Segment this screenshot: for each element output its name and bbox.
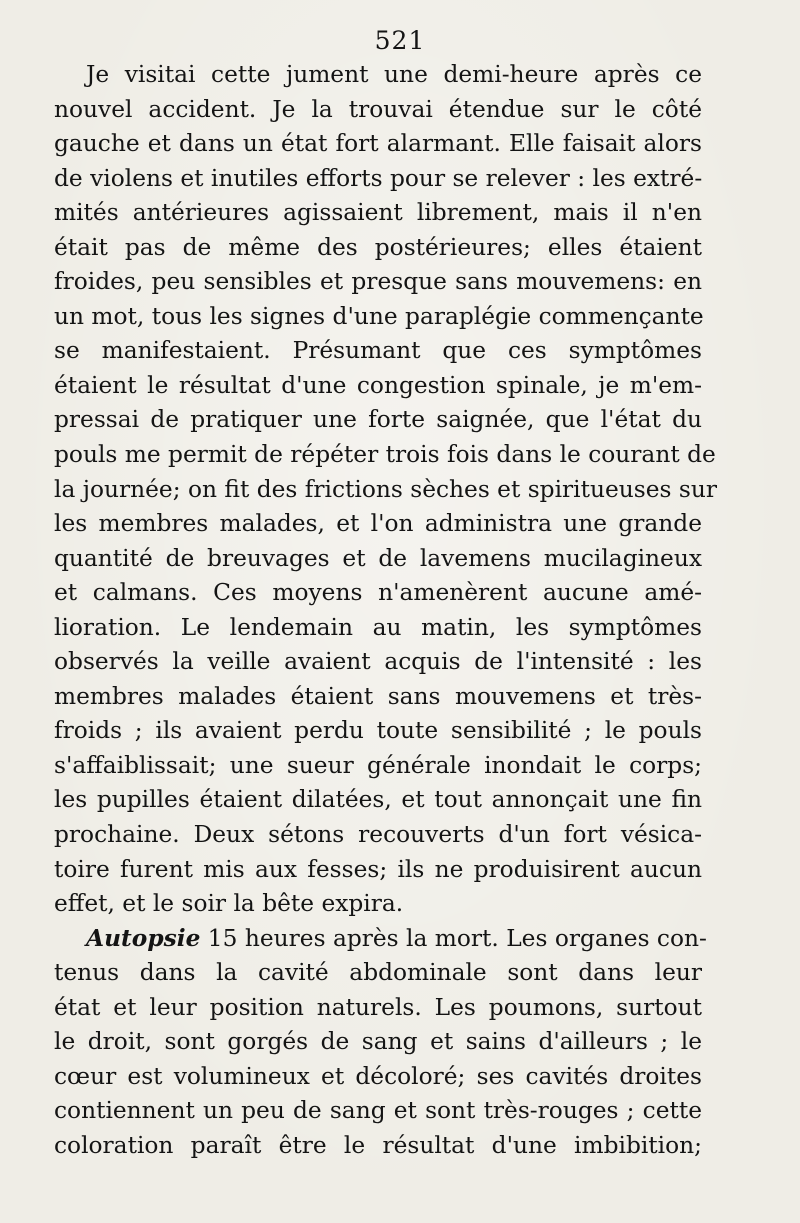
text-line: et calmans. Ces moyens n'amenèrent aucune amé- <box>54 579 702 607</box>
text-line: était pas de même des postérieures; elles étaient <box>54 233 702 261</box>
text-line: les membres malades, et l'on administra une grande <box>54 510 702 538</box>
text-line: de violens et inutiles efforts pour se relever : les extré- <box>54 164 703 192</box>
text-line: le droit, sont gorgés de sang et sains d'ailleurs ; le <box>54 1028 702 1056</box>
text-line: contiennent un peu de sang et sont très-rouges ; cette <box>54 1097 702 1125</box>
text-line: nouvel accident. Je la trouvai étendue sur le côté <box>54 95 702 123</box>
paragraph-2 <box>54 922 707 1164</box>
text-line: pressai de pratiquer une forte saignée, que l'état du <box>54 406 702 434</box>
text-line: les pupilles étaient dilatées, et tout annonçait une fin <box>54 786 702 814</box>
text-line: gauche et dans un état fort alarmant. Elle faisait alors <box>54 130 702 158</box>
text-line: coloration paraît être le résultat d'une imbibition; <box>54 1131 702 1159</box>
body-text <box>54 58 717 1164</box>
text-line: état et leur position naturels. Les poumons, surtout <box>54 993 702 1021</box>
paragraph-1 <box>54 58 717 922</box>
autopsie-lead-in: Autopsie <box>86 924 201 952</box>
text-line: la journée; on fit des frictions sèches et spiritueuses sur <box>54 475 717 503</box>
text-line: un mot, tous les signes d'une paraplégie commençante <box>54 302 704 330</box>
text-line: étaient le résultat d'une congestion spinale, je m'em- <box>54 371 702 399</box>
text-line: prochaine. Deux sétons recouverts d'un fort vésica- <box>54 821 702 849</box>
text-line-rest: 15 heures après la mort. Les organes con- <box>200 924 707 952</box>
text-line: lioration. Le lendemain au matin, les symptômes <box>54 613 702 641</box>
text-line: froides, peu sensibles et presque sans mouvemens: en <box>54 268 702 296</box>
text-line: tenus dans la cavité abdominale sont dans leur <box>54 959 702 987</box>
text-line: toire furent mis aux fesses; ils ne produisirent aucun <box>54 855 702 883</box>
text-line: se manifestaient. Présumant que ces symptômes <box>54 337 702 365</box>
page-number: 521 <box>374 26 426 55</box>
text-line: effet, et le soir la bête expira. <box>54 890 404 918</box>
text-line: observés la veille avaient acquis de l'intensité : les <box>54 648 702 676</box>
text-line: mités antérieures agissaient librement, mais il n'en <box>54 199 702 227</box>
text-line: s'affaiblissait; une sueur générale inondait le corps; <box>54 751 702 779</box>
text-line: Je visitai cette jument une demi-heure après ce <box>86 61 702 88</box>
text-line: froids ; ils avaient perdu toute sensibilité ; le pouls <box>54 717 702 745</box>
text-line: membres malades étaient sans mouvemens et très- <box>54 682 702 710</box>
text-line <box>54 922 707 957</box>
text-line: cœur est volumineux et décoloré; ses cavités droites <box>54 1062 702 1090</box>
text-line: quantité de breuvages et de lavemens mucilagineux <box>54 544 702 572</box>
text-line: pouls me permit de répéter trois fois dans le courant de <box>54 441 716 469</box>
